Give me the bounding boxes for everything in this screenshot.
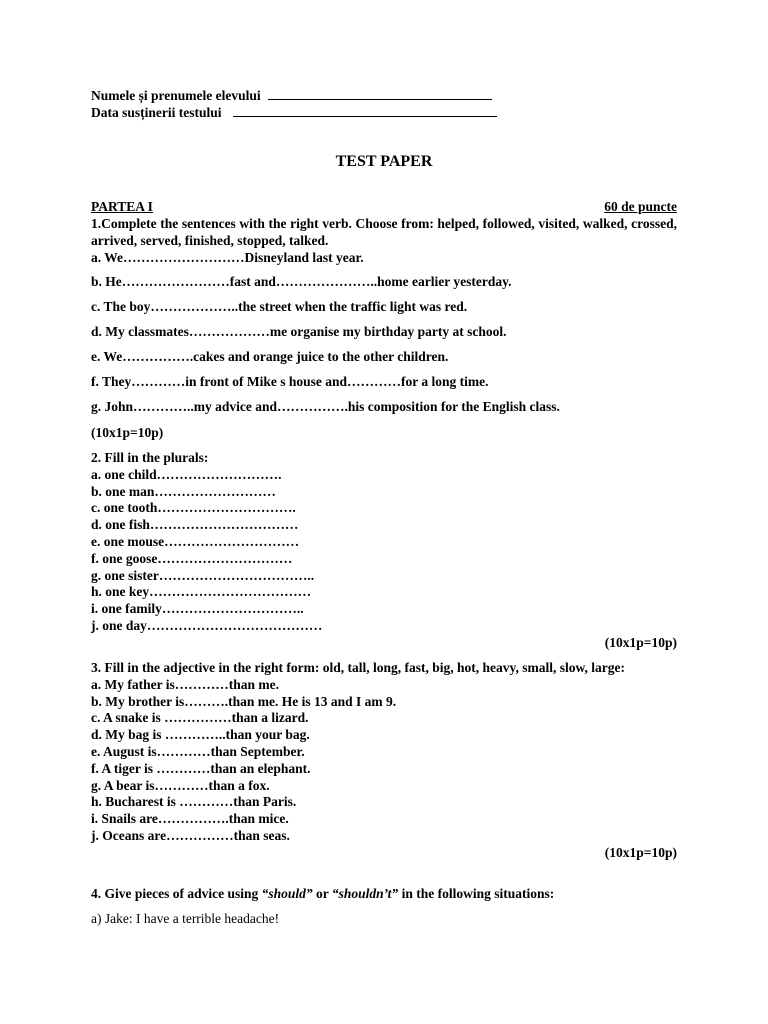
student-header: [91, 88, 677, 122]
exercise-3-instruction: 3. Fill in the adjective in the right form: old, tall, long, fast, big, hot, heavy, small, slow, large:: [91, 660, 625, 675]
exercise-3-item: a. My father is…………than me.: [91, 676, 279, 692]
exercise-1-instruction: 1.Complete the sentences with the right verb. Choose from: helped, followed, visited, walked, crossed, arrived, served, finished, stopped, talked.: [91, 216, 677, 248]
exercise-2-item: a. one child……………………….: [91, 466, 282, 482]
date-blank: [233, 105, 497, 117]
exercise-3-item: b. My brother is……….than me. He is 13 and I am 9.: [91, 693, 397, 709]
part-points: 60 de puncte: [604, 199, 677, 214]
page-title: TEST PAPER: [335, 153, 433, 170]
exercise-3-item: g. A bear is…………than a fox.: [91, 777, 270, 793]
exercise-3-score: (10x1p=10p): [604, 844, 677, 860]
exercise-4-instruction: [91, 886, 677, 903]
exercise-3-item: d. My bag is …………..than your bag.: [91, 727, 310, 743]
exercise-3-item: i. Snails are…………….than mice.: [91, 811, 289, 827]
exercise-2-item: c. one tooth………………………….: [91, 500, 296, 516]
exercise-2-item: d. one fish……………………………: [91, 517, 299, 533]
exercise-2-item: b. one man………………………: [91, 483, 276, 499]
exercise-2-item: j. one day…………………………………: [91, 617, 323, 633]
exercise-4-or: or: [312, 886, 332, 901]
exercise-3-item: j. Oceans are……………than seas.: [91, 827, 290, 843]
exercise-1-item-g: g. John…………..my advice and…………….his composition for the English class.: [91, 399, 560, 414]
part-header: [91, 199, 677, 216]
date-label: Data susținerii testului: [91, 104, 222, 120]
part-header-row: [91, 199, 677, 216]
exercise-1-item-e: e. We…………….cakes and orange juice to the other children.: [91, 349, 449, 364]
exercise-1-item-a: a. We………………………Disneyland last year.: [91, 249, 364, 265]
exercise-2-instruction: 2. Fill in the plurals:: [91, 450, 209, 465]
exercise-4-shouldnt: “shouldn’t”: [331, 886, 399, 901]
exercise-2-item: e. one mouse…………………………: [91, 533, 300, 549]
exercise-2-score: (10x1p=10p): [604, 634, 677, 650]
part-label: PARTEA I: [91, 199, 153, 214]
exercise-2: [91, 450, 677, 652]
exercise-4-should: “should”: [261, 886, 313, 901]
exercise-1: [91, 216, 677, 266]
exercise-1-item-c: c. The boy………………..the street when the traffic light was red.: [91, 299, 468, 314]
exercise-3-item: e. August is…………than September.: [91, 743, 305, 759]
exercise-2-item: h. one key………………………………: [91, 584, 312, 600]
exercise-2-item: f. one goose…………………………: [91, 550, 293, 566]
name-field-row: [91, 88, 677, 105]
name-blank: [268, 88, 492, 100]
exercise-3-item: h. Bucharest is …………than Paris.: [91, 794, 297, 810]
exercise-2-item: g. one sister……………………………..: [91, 567, 315, 583]
exercise-3-item: c. A snake is ……………than a lizard.: [91, 710, 309, 726]
name-label: Numele și prenumele elevului: [91, 88, 261, 103]
exercise-1-item-b: b. He……………………fast and…………………..home earlier yesterday.: [91, 274, 512, 289]
exercise-3: [91, 660, 677, 862]
exercise-1-item-f: f. They…………in front of Mike s house and…………for a long time.: [91, 374, 489, 389]
exercise-4-prefix: 4. Give pieces of advice using: [91, 886, 262, 901]
exercise-4-item-a: a) Jake: I have a terrible headache!: [91, 911, 280, 926]
exercise-1-score: (10x1p=10p): [91, 425, 164, 440]
exercise-1-item-d: d. My classmates………………me organise my birthday party at school.: [91, 324, 507, 339]
exercise-4-suffix: in the following situations:: [398, 886, 555, 901]
date-field-row: [91, 105, 677, 122]
exercise-2-item: i. one family…………………………..: [91, 601, 304, 617]
exercise-3-item: f. A tiger is …………than an elephant.: [91, 760, 311, 776]
